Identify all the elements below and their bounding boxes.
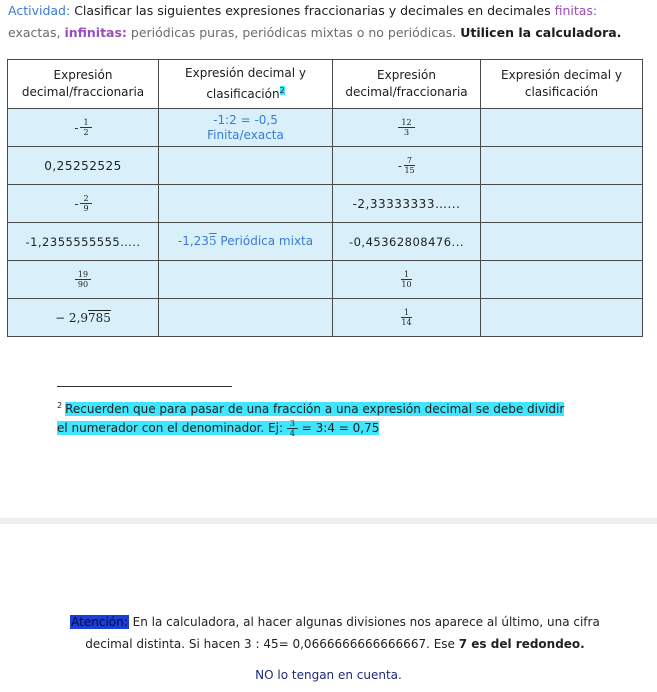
header-classification-1: Expresión decimal y clasificación$^2$ [159,60,333,109]
footnote-ref: 2 [279,86,285,95]
infinitas-types: periódicas puras, periódicas mixtas o no periódicas. [130,25,457,40]
table-row [8,299,643,337]
cell-expression: - $\frac{2}{9}$ [8,185,159,223]
table-row [8,109,643,147]
fraction: $\frac{7}{15}$ [404,156,415,175]
cell-answer-empty[interactable] [159,185,333,223]
cell-answer-empty[interactable] [481,261,643,299]
cell-answer-empty[interactable] [481,299,643,337]
header-expression-1: Expresión decimal/fraccionaria [8,60,159,109]
cell-answer-empty[interactable] [481,147,643,185]
cell-answer-empty[interactable] [481,223,643,261]
cell-expression: -1,2355555555….. [8,223,159,261]
attention-text-2: decimal distinta. Si hacen 3 : 45= 0,0666666666666667. Ese [85,637,455,651]
closing-remark: NO lo tengan en cuenta. [255,668,402,682]
header-expression-2: Expresión decimal/fraccionaria [333,60,481,109]
table-row [8,185,643,223]
rounding-note: 7 es del redondeo. [458,637,585,651]
cell-expression [333,299,481,337]
fraction: $\frac{1}{14}$ [401,308,412,327]
fraction: $\frac{2}{9}$ [80,194,91,213]
example-fraction: $\frac{3}{4}$ [287,419,298,438]
calculator-instruction: Utilicen la calculadora. [460,25,622,40]
cell-answer-empty[interactable] [481,109,643,147]
attention-note [40,611,630,655]
attention-text-1: En la calculadora, al hacer algunas divisiones nos aparece al último, una cifra [132,615,600,629]
infinitas-label: infinitas: [64,25,127,40]
activity-label: Actividad: [8,3,71,18]
table-row [8,223,643,261]
cell-expression: -2,33333333…... [333,185,481,223]
activity-verb: Clasificar [74,3,132,18]
attention-tag: Atención: [71,615,128,629]
cell-expression: - $\frac{1}{2}$ [8,109,159,147]
footnote-divider [57,386,232,387]
page-separator [0,518,657,524]
header-classification-2: Expresión decimal y clasificación [481,60,643,109]
fraction: $\frac{12}{3}$ [398,118,414,137]
fraction: $\frac{1}{10}$ [401,270,412,289]
cell-expression [333,261,481,299]
cell-answer-empty[interactable] [159,147,333,185]
fraction: $\frac{19}{90}$ [75,270,91,289]
cell-expression: 0,25252525 [8,147,159,185]
exactas-label: exactas, [8,25,61,40]
cell-answer-empty[interactable] [481,185,643,223]
fraction: $\frac{1}{2}$ [80,118,91,137]
footnote [57,396,607,438]
cell-expression: − 2,9785 [8,299,159,337]
footnote-mark: 2 [57,401,63,410]
cell-answer[interactable]: -1,235 Periódica mixta [159,223,333,261]
table-header-row [8,60,643,109]
cell-expression: - $\frac{7}{15}$ [333,147,481,185]
cell-answer-empty[interactable] [159,299,333,337]
cell-expression: -0,45362808476... [333,223,481,261]
table-row [8,147,643,185]
finitas-label: finitas: [554,3,598,18]
cell-answer[interactable]: -1:2 = -0,5 Finita/exacta [159,109,333,147]
cell-answer-empty[interactable] [159,261,333,299]
cell-expression [8,261,159,299]
footnote-line-1: Recuerden que para pasar de una fracción a una expresión decimal se debe dividir [65,402,565,416]
activity-instructions [8,0,648,44]
footnote-line-2: el numerador con el denominador. Ej: $\frac{3}{4}$ = 3:4 = 0,75 [57,419,380,438]
activity-text: las siguientes expresiones fraccionarias y decimales en decimales [135,3,551,18]
cell-expression [333,109,481,147]
table-row [8,261,643,299]
classification-table [7,59,643,337]
